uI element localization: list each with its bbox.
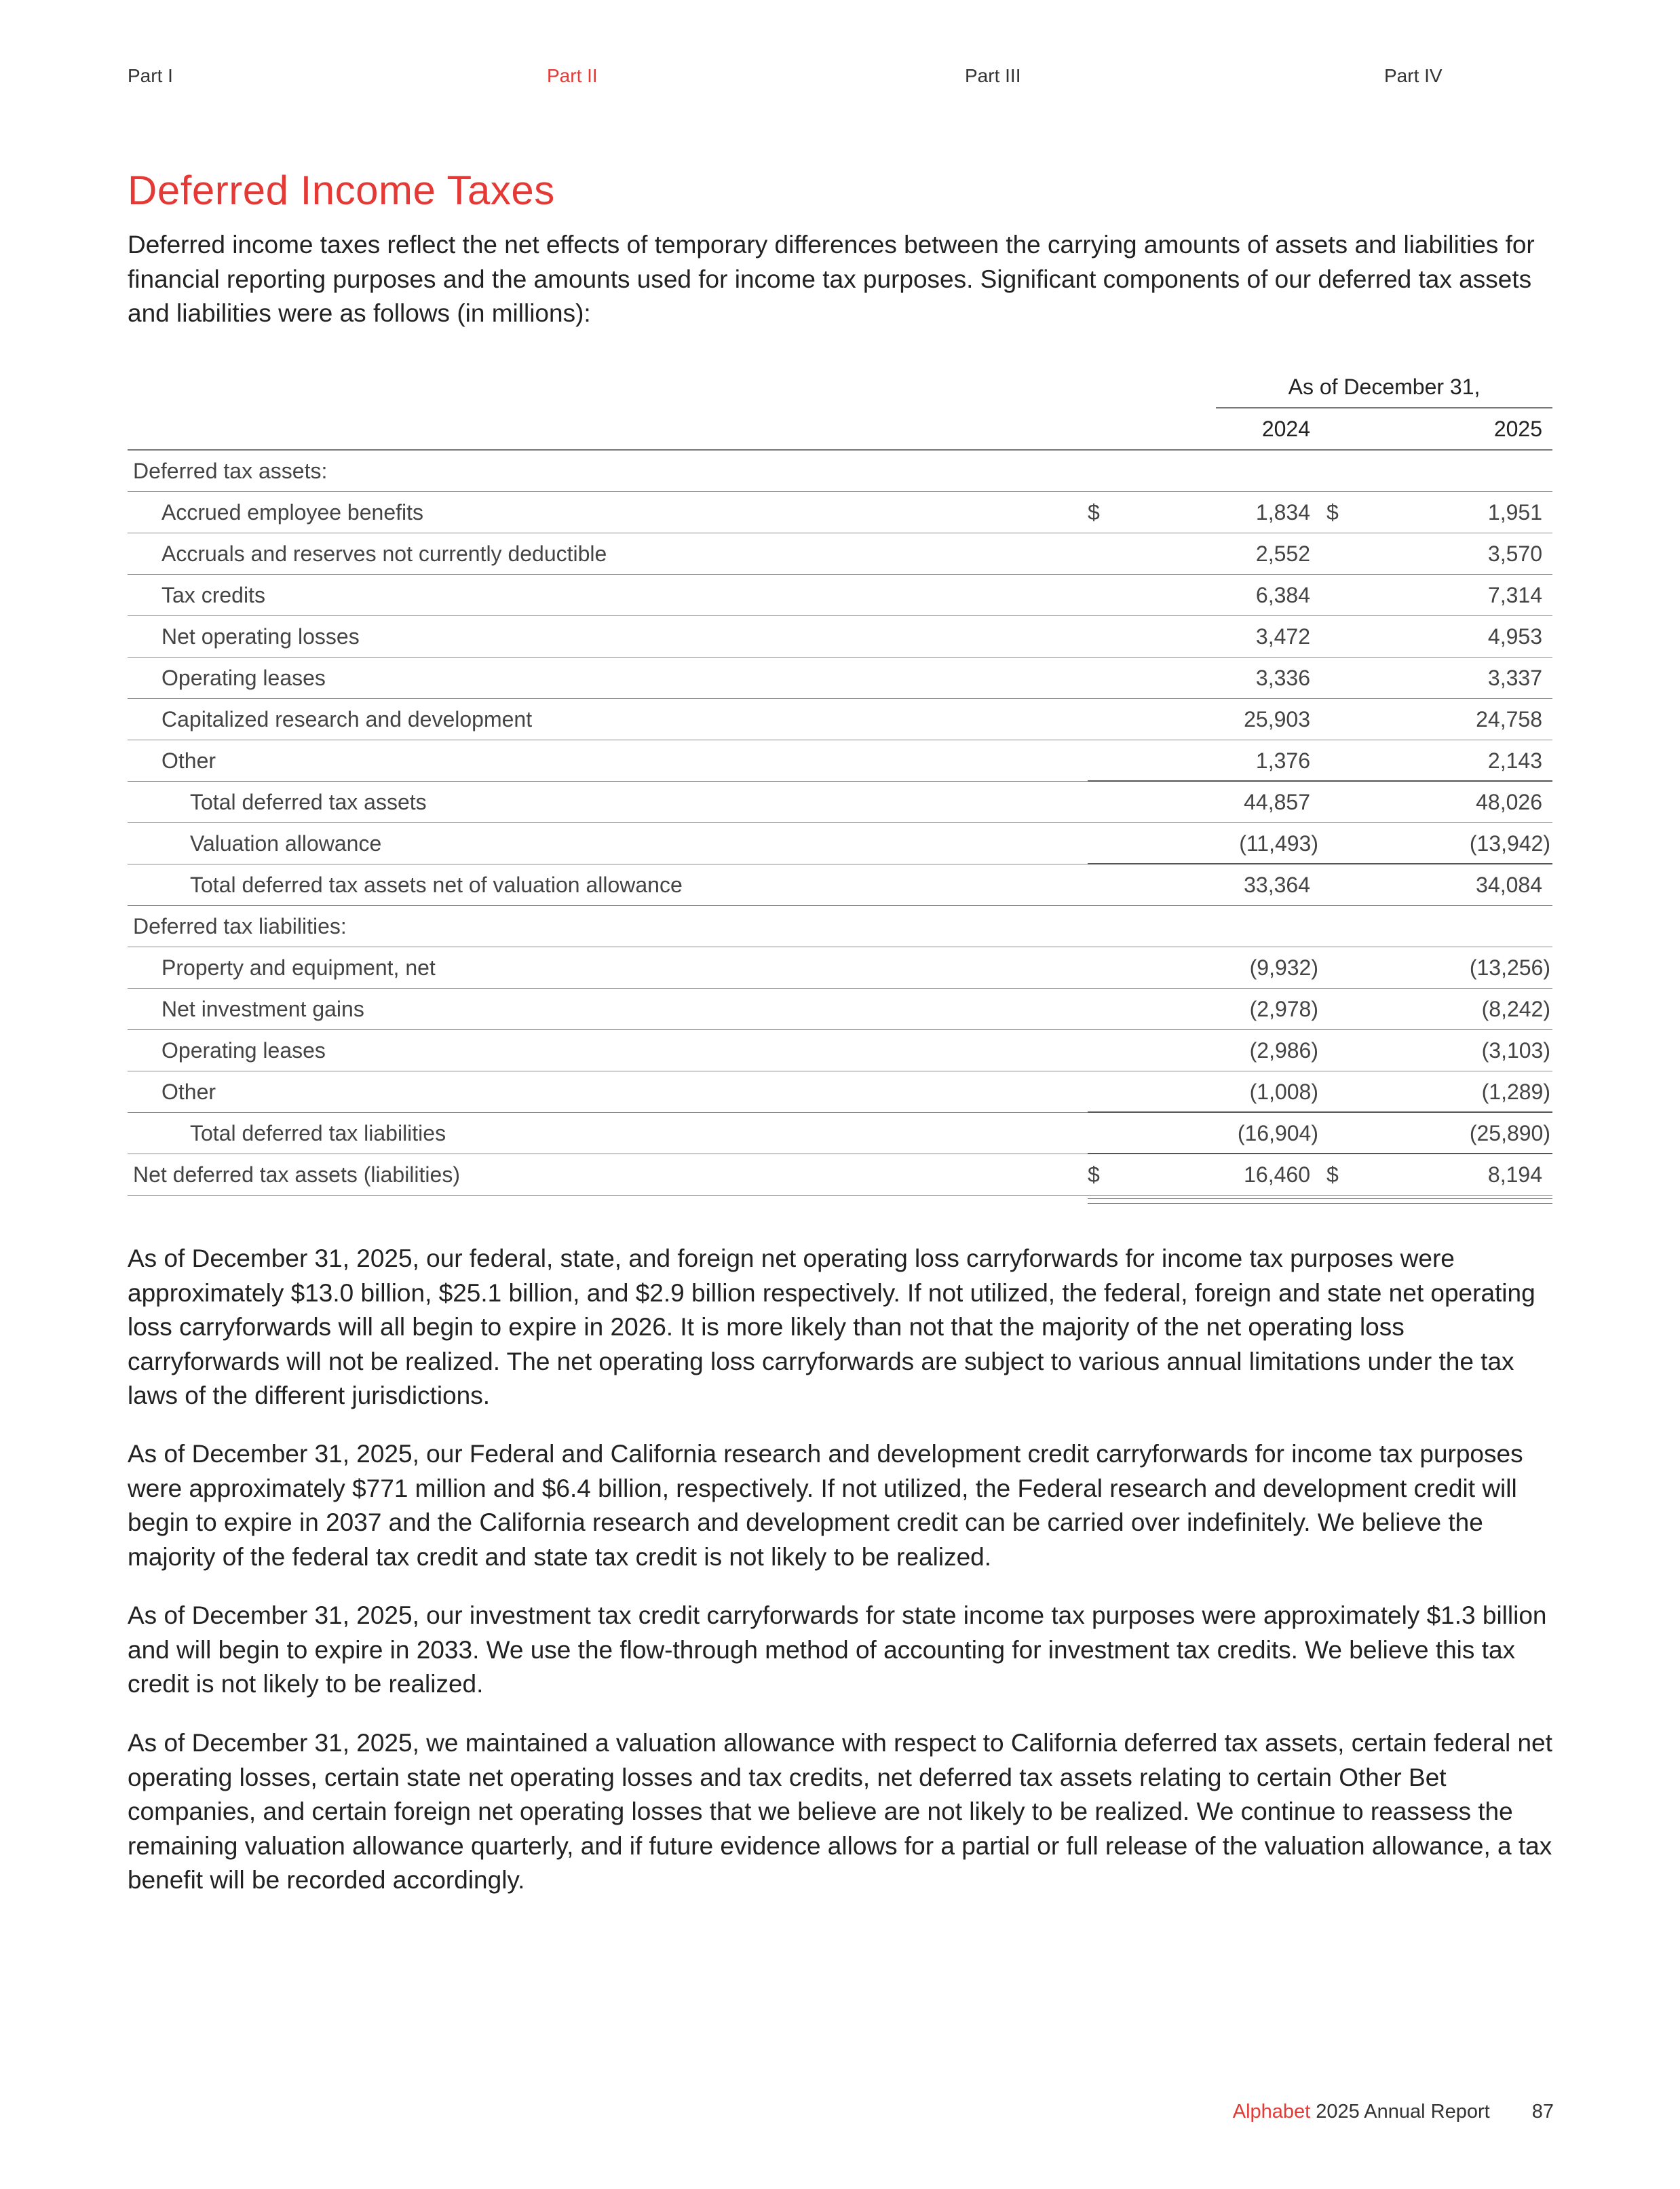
value-2024: 44,857 xyxy=(1244,790,1310,814)
row-label: Operating leases xyxy=(161,1038,326,1063)
investment-credit-paragraph: As of December 31, 2025, our investment tax credit carryforwards for state income tax purposes were approximately $1.3 billion and will begin to expire in 2033. We use the flow-through method of accounting for investment tax credits. We believe this tax credit is not likely to be realized. xyxy=(128,1601,1547,1698)
table-row xyxy=(128,989,1552,1030)
table-body xyxy=(128,451,1552,1196)
row-label: Total deferred tax assets net of valuation allowance xyxy=(190,873,683,897)
row-label: Capitalized research and development xyxy=(161,707,533,731)
table-row xyxy=(128,823,1552,864)
table-row xyxy=(128,575,1552,616)
row-label: Accrued employee benefits xyxy=(161,500,423,525)
table-row xyxy=(128,906,1552,947)
intro-paragraph: Deferred income taxes reflect the net effects of temporary differences between the carrying amounts of assets and liabilities for financial reporting purposes and the amounts used for income tax purposes. Significant components of our deferred tax assets and liabilities were as follows (in millions): xyxy=(128,231,1535,327)
table-header-as-of: As of December 31, xyxy=(1216,366,1552,408)
row-label: Property and equipment, net xyxy=(161,955,436,980)
value-2024: (16,904) xyxy=(1237,1121,1318,1145)
value-2025: 48,026 xyxy=(1476,790,1542,814)
row-label: Operating leases xyxy=(161,666,326,690)
value-2025: 3,570 xyxy=(1487,541,1542,566)
currency-symbol: $ xyxy=(1088,500,1100,525)
grand-total-double-rule xyxy=(1088,1198,1552,1204)
row-label: Total deferred tax assets xyxy=(190,790,427,814)
value-2024: 1,834 xyxy=(1255,500,1310,525)
column-header-2024: 2024 xyxy=(1261,417,1310,441)
row-label: Net investment gains xyxy=(161,997,364,1021)
value-2025: 34,084 xyxy=(1476,873,1542,897)
valuation-allowance-paragraph: As of December 31, 2025, we maintained a valuation allowance with respect to California deferred tax assets, certain federal net operating losses, certain state net operating losses and tax credits, net deferred tax assets relating to certain Other Bet companies, and certain foreign net operating losses that we believe are not likely to be realized. We continue to reassess the remaining valuation allowance quarterly, and if future evidence allows for a partial or full release of the valuation allowance, a tax benefit will be recorded accordingly. xyxy=(128,1729,1552,1894)
rd-credit-paragraph: As of December 31, 2025, our Federal and California research and development credit carryforwards for income tax purposes were approximately $771 million and $6.4 billion, respectively. If not utilized, the Federal research and development credit will begin to expire in 2037 and the California research and development credit can be carried over indefinitely. We believe the majority of the federal tax credit and state tax credit is not likely to be realized. xyxy=(128,1440,1523,1571)
value-2024: 3,472 xyxy=(1255,624,1310,649)
value-2025: 3,337 xyxy=(1487,666,1542,690)
footer-brand: Alphabet xyxy=(1232,2101,1311,2123)
nol-carryforwards-paragraph: As of December 31, 2025, our federal, state, and foreign net operating loss carryforwards for income tax purposes were approximately $13.0 billion, $25.1 billion, and $2.9 billion respectively. If not utilized, the federal, foreign and state net operating loss carryforwards will all begin to expire in 2026. It is more likely than not that the majority of the net operating loss carryforwards will not be realized. The net operating loss carryforwards are subject to various annual limitations under the tax laws of the different jurisdictions. xyxy=(128,1244,1535,1409)
value-2024: (11,493) xyxy=(1239,831,1318,856)
table-row xyxy=(128,616,1552,658)
row-label: Deferred tax liabilities: xyxy=(133,914,347,938)
row-label: Deferred tax assets: xyxy=(133,459,328,483)
row-label: Tax credits xyxy=(161,583,265,607)
table-row xyxy=(128,451,1552,492)
row-label: Other xyxy=(161,1080,216,1104)
table-row xyxy=(128,864,1552,906)
column-header-2025: 2025 xyxy=(1493,417,1542,441)
table-row xyxy=(128,1071,1552,1113)
value-2025: (3,103) xyxy=(1481,1038,1550,1063)
table-row xyxy=(128,492,1552,533)
value-2025: 8,194 xyxy=(1487,1162,1542,1187)
value-2025: (13,256) xyxy=(1469,955,1550,980)
nav-part-2-link[interactable]: Part II xyxy=(547,65,598,86)
table-row xyxy=(128,947,1552,989)
row-label: Total deferred tax liabilities xyxy=(190,1121,446,1145)
nav-part-1-link[interactable]: Part I xyxy=(128,65,173,86)
value-2024: 25,903 xyxy=(1244,707,1310,731)
value-2025: (8,242) xyxy=(1481,997,1550,1021)
value-2024: 33,364 xyxy=(1244,873,1310,897)
value-2025: 1,951 xyxy=(1487,500,1542,525)
table-row xyxy=(128,658,1552,699)
value-2024: (9,932) xyxy=(1249,955,1318,980)
table-row xyxy=(128,1030,1552,1071)
value-2024: (2,986) xyxy=(1249,1038,1318,1063)
currency-symbol: $ xyxy=(1326,1162,1339,1187)
page-number: 87 xyxy=(1531,2101,1554,2123)
table-row xyxy=(128,1113,1552,1154)
row-label: Other xyxy=(161,748,216,773)
section-title: Deferred Income Taxes xyxy=(128,168,555,213)
value-2025: 7,314 xyxy=(1487,583,1542,607)
row-label: Net operating losses xyxy=(161,624,360,649)
value-2025: 2,143 xyxy=(1487,748,1542,773)
nav-part-3-link[interactable]: Part III xyxy=(965,65,1021,86)
row-label: Accruals and reserves not currently deductible xyxy=(161,541,607,566)
page-footer xyxy=(1233,2101,1554,2123)
table-row xyxy=(128,699,1552,740)
part-navigation xyxy=(0,65,1680,92)
value-2024: 1,376 xyxy=(1255,748,1310,773)
currency-symbol: $ xyxy=(1326,500,1339,525)
row-label: Valuation allowance xyxy=(190,831,382,856)
value-2024: (1,008) xyxy=(1249,1080,1318,1104)
row-label: Net deferred tax assets (liabilities) xyxy=(133,1162,460,1187)
value-2024: 16,460 xyxy=(1244,1162,1310,1187)
table-row xyxy=(128,740,1552,782)
value-2024: (2,978) xyxy=(1249,997,1318,1021)
table-row xyxy=(128,533,1552,575)
table-row xyxy=(128,1154,1552,1196)
currency-symbol: $ xyxy=(1088,1162,1100,1187)
subtotal-rule xyxy=(1088,1153,1552,1154)
value-2025: (25,890) xyxy=(1469,1121,1550,1145)
value-2025: (1,289) xyxy=(1481,1080,1550,1104)
value-2024: 6,384 xyxy=(1255,583,1310,607)
footer-report-title: 2025 Annual Report xyxy=(1316,2101,1490,2123)
table-row xyxy=(128,782,1552,823)
value-2024: 3,336 xyxy=(1255,666,1310,690)
value-2025: (13,942) xyxy=(1469,831,1550,856)
value-2025: 24,758 xyxy=(1476,707,1542,731)
nav-part-4-link[interactable]: Part IV xyxy=(1384,65,1443,86)
value-2025: 4,953 xyxy=(1487,624,1542,649)
value-2024: 2,552 xyxy=(1255,541,1310,566)
